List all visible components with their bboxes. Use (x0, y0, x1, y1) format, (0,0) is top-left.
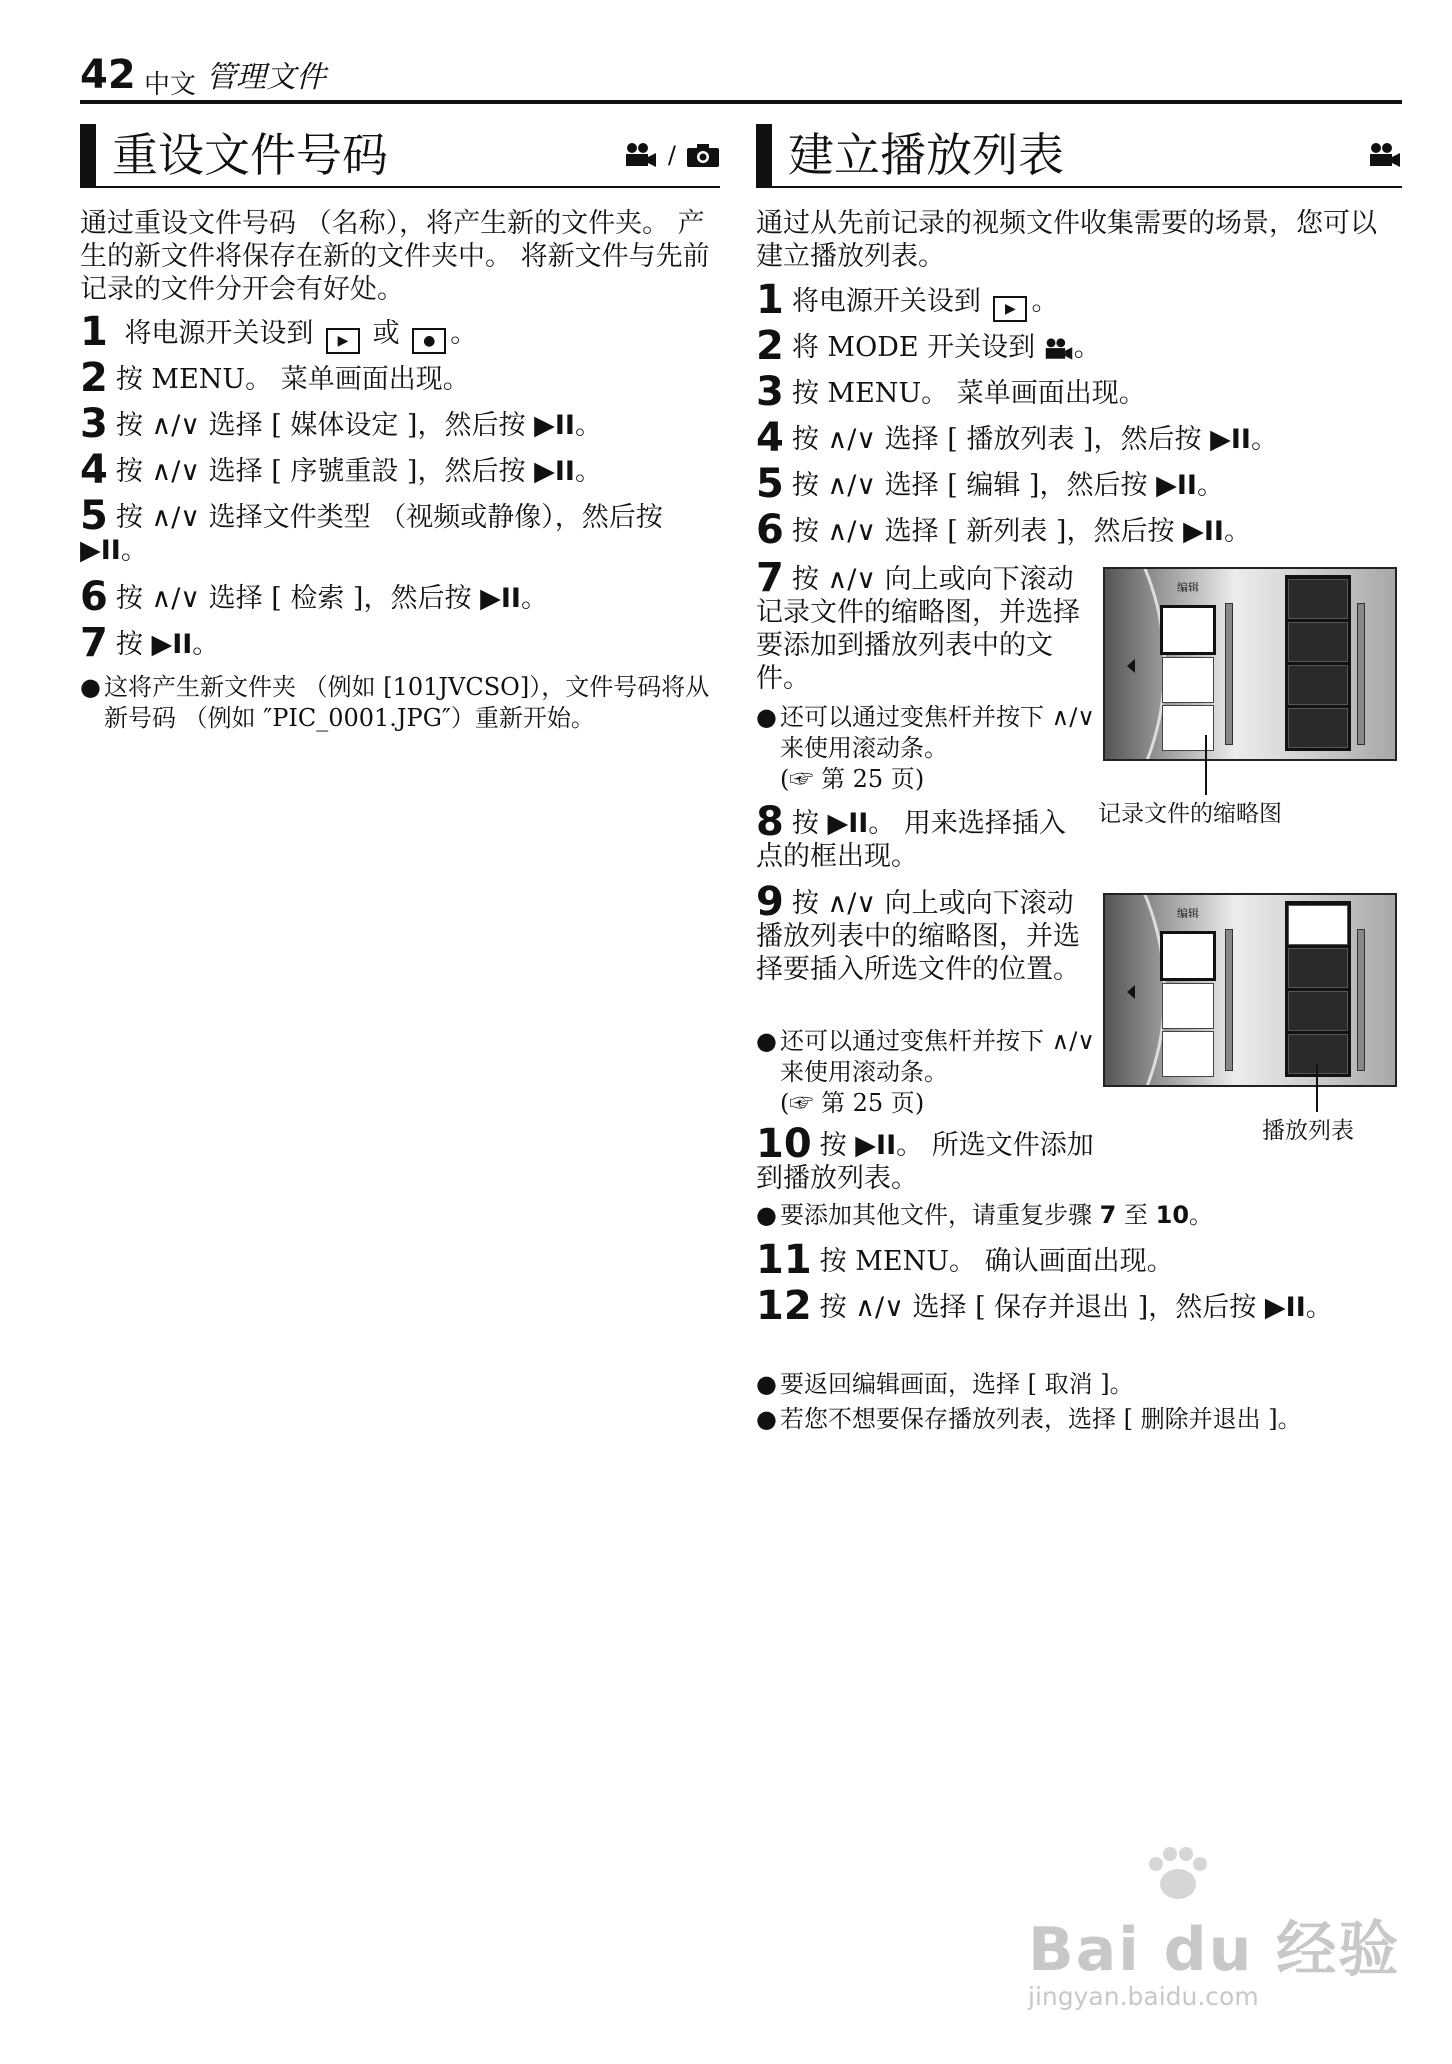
step-text: 选择 [ 检索 ]，然后按 (208, 583, 472, 614)
step-text: 。 (520, 583, 548, 614)
still-camera-icon (686, 142, 720, 168)
play-pause-icon: ▶II (827, 808, 869, 839)
step-number: 2 (80, 355, 108, 401)
step-text: 。 (450, 318, 478, 349)
up-down-icon: ∧/∨ (1051, 1027, 1095, 1055)
left-step-4 (80, 447, 602, 493)
caption-leader-line (1316, 1065, 1318, 1112)
up-down-icon: ∧/∨ (151, 456, 201, 487)
step-text: 。 (1250, 424, 1278, 455)
bullet-icon: ● (756, 1027, 777, 1055)
playlist-frame (1288, 579, 1348, 619)
scroll-bar (1225, 603, 1233, 745)
step-number: 3 (80, 401, 108, 447)
play-pause-icon: ▶II (534, 456, 575, 487)
playlist-frame (1288, 991, 1348, 1031)
left-step-7 (80, 620, 220, 666)
playlist-frame (1288, 665, 1348, 705)
right-section-title: 建立播放列表 (788, 128, 1064, 182)
scroll-bar (1357, 603, 1365, 745)
playlist-strip (1285, 575, 1351, 751)
paw-icon (1138, 1844, 1218, 1904)
caption-leader-line (1205, 735, 1207, 795)
up-down-icon: ∧/∨ (151, 583, 201, 614)
step-text: 按 (115, 456, 143, 487)
step-text: 选择 [ 编辑 ]，然后按 (884, 470, 1148, 501)
left-intro: 通过重设文件号码 （名称），将产生新的文件夹。 产生的新文件将保存在新的文件夹中。 将新文件与先前记录的文件分开会有好处。 (80, 208, 710, 305)
step-text: 选择 [ 播放列表 ]，然后按 (884, 424, 1202, 455)
step-number: 11 (756, 1237, 812, 1283)
step-number: 1 (80, 309, 108, 355)
step-text: 向上或向下滚动记录文件的缩略图，并选择要添加到播放列表中的文件。 (756, 564, 1080, 694)
playlist-frame (1288, 948, 1348, 988)
play-pause-icon: ▶II (80, 535, 121, 566)
video-camera-icon (1044, 337, 1074, 361)
page-reference: 第 25 页 (821, 1089, 915, 1117)
scroll-bar (1225, 929, 1233, 1071)
note-text: 要添加其他文件，请重复步骤 (780, 1201, 1092, 1229)
left-note (80, 672, 714, 734)
right-step-9 (756, 879, 1086, 986)
step-text: 按 (115, 583, 143, 614)
step-number: 2 (756, 323, 784, 369)
playlist-frame-filled (1288, 905, 1348, 945)
note-text: 若您不想要保存播放列表，选择 [ 删除并退出 ]。 (780, 1405, 1302, 1433)
step-text: 按 (115, 629, 143, 660)
up-down-icon: ∧/∨ (827, 516, 877, 547)
step-number: 5 (80, 493, 108, 539)
zoom-note-2: ● 还可以通过变焦杆并按下 ∧/∨ 来使用滚动条。 (☞ 第 25 页) (756, 1027, 1095, 1117)
playlist-frame (1288, 1034, 1348, 1074)
heading-bar (80, 124, 96, 186)
play-pause-icon: ▶II (1156, 470, 1197, 501)
caption-playlist: 播放列表 (1262, 1118, 1354, 1144)
step-text: 选择文件类型 （视频或静像），然后按 (208, 502, 663, 533)
step-text: 向上或向下滚动播放列表中的缩略图，并选择要插入所选文件的位置。 (756, 888, 1080, 985)
delete-note (756, 1404, 1440, 1435)
step-number: 10 (756, 1121, 812, 1167)
step-number: 3 (756, 369, 784, 415)
playlist-frame (1288, 708, 1348, 748)
note-text: 还可以通过变焦杆并按下 (780, 703, 1044, 731)
step-text: 按 (791, 564, 819, 595)
left-arrow-icon (1127, 985, 1135, 999)
page-header (80, 50, 1402, 104)
icon-separator: / (667, 141, 676, 169)
right-step-1 (756, 277, 1059, 323)
play-pause-icon: ▶II (151, 629, 193, 660)
step-text: 按 (791, 470, 819, 501)
note-text: 要返回编辑画面，选择 [ 取消 ]。 (780, 1370, 1134, 1398)
step-reference: 10 (1155, 1201, 1190, 1229)
step-text: 。 (1031, 286, 1059, 317)
right-intro: 通过从先前记录的视频文件收集需要的场景，您可以建立播放列表。 (756, 208, 1377, 272)
step-text: 将电源开关设到 (791, 286, 981, 317)
step-number: 4 (756, 415, 784, 461)
up-down-icon: ∧/∨ (827, 470, 877, 501)
step-text: 将电源开关设到 (124, 318, 314, 349)
step-text: 按 (115, 410, 143, 441)
screen-title: 编辑 (1177, 907, 1199, 920)
step-number: 7 (80, 620, 108, 666)
right-section-heading (756, 124, 1402, 188)
step-text: 按 MENU。 菜单画面出现。 (791, 378, 1146, 409)
step-number: 1 (756, 277, 784, 323)
step-text: 按 MENU。 确认画面出现。 (819, 1246, 1174, 1277)
watermark-url: jingyan.baidu.com (1028, 1982, 1259, 2011)
thumbnail (1162, 983, 1214, 1029)
step-text: 或 (372, 318, 400, 349)
bullet-icon: ● (756, 703, 777, 731)
step-number: 7 (756, 555, 784, 601)
record-mode-icon: ● (412, 328, 446, 354)
bullet-icon: ● (80, 673, 101, 701)
page-reference: 第 25 页 (821, 765, 915, 793)
right-step-7 (756, 555, 1086, 695)
thumbnail-selected (1160, 605, 1216, 655)
left-arrow-icon (1127, 659, 1135, 673)
language-label: 中文 (144, 70, 197, 100)
repeat-note (756, 1200, 1420, 1231)
bullet-icon: ● (756, 1370, 777, 1398)
note-text: 来使用滚动条。 (780, 1058, 948, 1086)
step-text: 按 (115, 502, 143, 533)
watermark-logo: Bai du 经验 (1028, 1915, 1401, 1985)
playback-mode-icon: ▶ (993, 296, 1027, 322)
right-step-2 (756, 323, 1101, 369)
caption-recorded-thumbnails: 记录文件的缩略图 (1098, 801, 1282, 827)
play-pause-icon: ▶II (855, 1130, 897, 1161)
step-text: 按 (791, 808, 819, 839)
step-text: 。 (192, 629, 220, 660)
page-number: 42 (80, 52, 136, 98)
step-text: 。 (1073, 332, 1101, 363)
cancel-note (756, 1369, 1440, 1400)
note-text: 这将产生新文件夹 （例如 [101JVCSO]），文件号码将从新号码 （例如 ″PIC_0001.JPG″）重新开始。 (104, 673, 710, 732)
step-number: 8 (756, 799, 784, 845)
video-camera-icon (624, 142, 658, 168)
up-down-icon: ∧/∨ (855, 1292, 904, 1323)
right-mode-icons (1368, 140, 1402, 170)
step-text: 选择 [ 新列表 ]，然后按 (884, 516, 1175, 547)
note-text: 至 (1123, 1201, 1148, 1229)
up-down-icon: ∧/∨ (1051, 703, 1095, 731)
right-step-5 (756, 461, 1224, 507)
left-step-6 (80, 574, 548, 620)
play-pause-icon: ▶II (480, 583, 521, 614)
step-text: 按 (791, 888, 819, 919)
baidu-watermark (1028, 1902, 1400, 2011)
step-reference: 7 (1099, 1201, 1117, 1229)
right-step-3 (756, 369, 1146, 415)
scroll-bar (1357, 929, 1365, 1071)
left-step-2 (80, 355, 470, 401)
step-number: 6 (756, 507, 784, 553)
play-pause-icon: ▶II (1264, 1292, 1306, 1323)
bullet-icon: ● (756, 1405, 777, 1433)
step-text: 按 (791, 424, 819, 455)
left-section-heading (80, 124, 720, 188)
step-text: 选择 [ 保存并退出 ]，然后按 (912, 1292, 1257, 1323)
playback-mode-icon: ▶ (326, 328, 360, 354)
heading-bar (756, 124, 772, 186)
note-text: 还可以通过变焦杆并按下 (780, 1027, 1044, 1055)
step-text: 将 MODE 开关设到 (791, 332, 1036, 363)
step-text: 。 (1196, 470, 1224, 501)
up-down-icon: ∧/∨ (827, 424, 877, 455)
left-step-5 (80, 493, 720, 567)
thumbnail (1162, 657, 1214, 703)
play-pause-icon: ▶II (1210, 424, 1251, 455)
left-step-1 (80, 309, 478, 355)
step-text: 。 (120, 535, 148, 566)
section-label: 管理文件 (206, 60, 326, 95)
thumbnail-selected (1160, 931, 1216, 981)
right-step-8 (756, 799, 1086, 873)
step-number: 9 (756, 879, 784, 925)
left-step-3 (80, 401, 602, 447)
video-camera-icon (1368, 142, 1402, 168)
play-pause-icon: ▶II (1183, 516, 1224, 547)
right-step-11 (756, 1237, 1174, 1283)
step-text: 。 (1305, 1292, 1333, 1323)
thumbnail (1162, 1031, 1214, 1077)
up-down-icon: ∧/∨ (151, 502, 201, 533)
step-text: 选择 [ 序號重設 ]，然后按 (208, 456, 526, 487)
right-step-4 (756, 415, 1278, 461)
thumbnail-screen-2 (1103, 893, 1397, 1087)
right-step-10 (756, 1121, 1096, 1195)
thumbnail-screen-1 (1103, 567, 1397, 761)
step-text: 按 MENU。 菜单画面出现。 (115, 364, 470, 395)
step-number: 6 (80, 574, 108, 620)
page-reference-icon: ☞ (789, 765, 814, 793)
right-step-12 (756, 1283, 1396, 1329)
step-number: 5 (756, 461, 784, 507)
step-text: 。 所选文件添加到播放列表。 (756, 1130, 1094, 1194)
up-down-icon: ∧/∨ (151, 410, 201, 441)
bullet-icon: ● (756, 1201, 777, 1229)
up-down-icon: ∧/∨ (827, 564, 877, 595)
zoom-note-1: ● 还可以通过变焦杆并按下 ∧/∨ 来使用滚动条。 (☞ 第 25 页) (756, 703, 1095, 793)
playlist-frame (1288, 622, 1348, 662)
step-text: 。 (1223, 516, 1251, 547)
note-text: 。 (1189, 1201, 1214, 1229)
left-mode-icons (624, 140, 720, 170)
step-text: 。 用来选择插入点的框出现。 (756, 808, 1066, 872)
playlist-strip (1285, 901, 1351, 1077)
step-text: 按 (819, 1130, 847, 1161)
left-section-title: 重设文件号码 (112, 128, 388, 182)
step-text: 按 (791, 516, 819, 547)
right-step-6 (756, 507, 1251, 553)
step-text: 按 (819, 1292, 847, 1323)
step-number: 12 (756, 1283, 812, 1329)
step-number: 4 (80, 447, 108, 493)
play-pause-icon: ▶II (534, 410, 575, 441)
up-down-icon: ∧/∨ (827, 888, 877, 919)
note-text: 来使用滚动条。 (780, 734, 948, 762)
step-text: 。 (574, 410, 602, 441)
screen-title: 编辑 (1177, 581, 1199, 594)
step-text: 选择 [ 媒体设定 ]，然后按 (208, 410, 526, 441)
step-text: 。 (574, 456, 602, 487)
page-reference-icon: ☞ (789, 1089, 814, 1117)
